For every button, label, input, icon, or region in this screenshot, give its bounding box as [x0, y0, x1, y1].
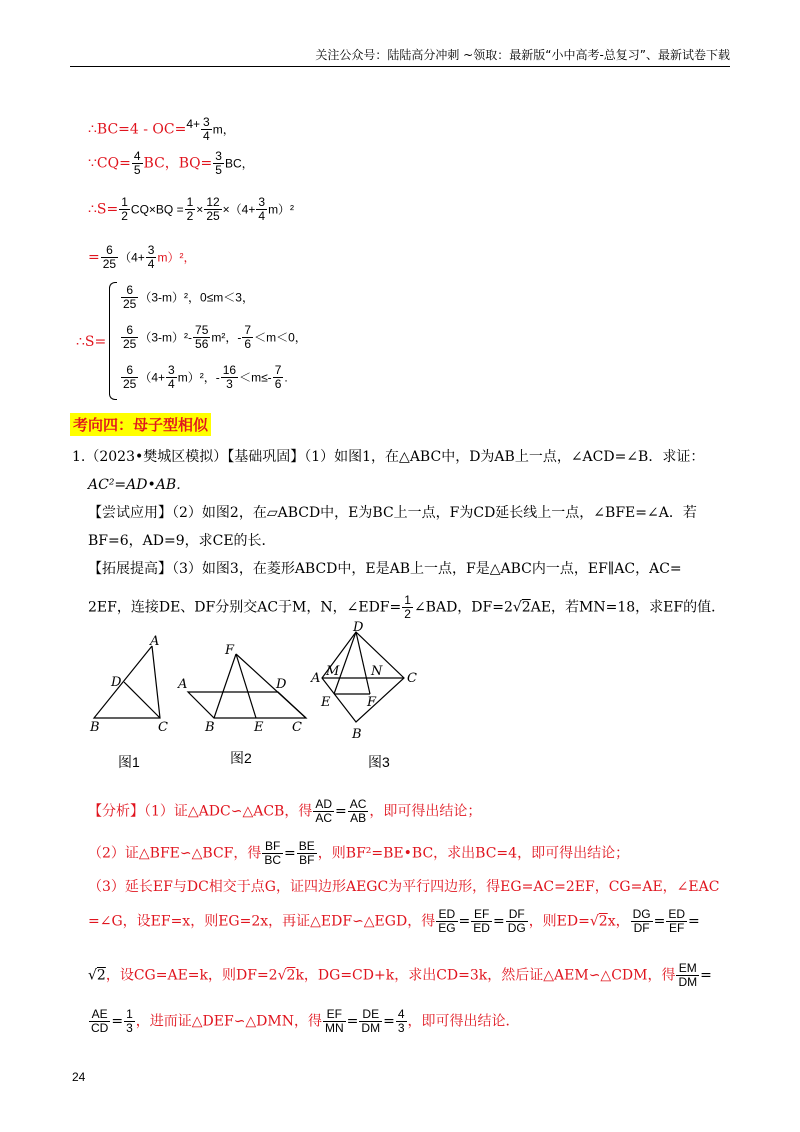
den: ED — [473, 921, 490, 935]
den: AB — [350, 811, 367, 825]
den: 2 — [404, 607, 411, 621]
p6-text-a: 2EF，连接DE、DF分别交AC于M，N，∠EDF= — [88, 599, 402, 616]
l4-frac1 — [101, 244, 118, 271]
num: 3 — [215, 149, 222, 163]
piece-2 — [120, 324, 307, 351]
num: 1 — [121, 195, 128, 209]
p3-frac — [121, 364, 138, 391]
piece-3 — [120, 364, 288, 391]
fig2-label-f: F — [225, 643, 235, 658]
section-tag: 考向四：母子型相似 — [70, 413, 211, 436]
p1-frac — [121, 284, 138, 311]
num: AE — [89, 1008, 110, 1022]
fig1-label-a: A — [150, 634, 160, 649]
l3-paren: ×（4+ — [222, 202, 256, 217]
l2-text: ∵CQ= — [88, 155, 131, 172]
l2-end: BC， — [224, 156, 254, 171]
sqrt-symbol: √ — [589, 913, 599, 930]
p2-text3: ＜m＜0， — [254, 330, 307, 345]
a4-eq3: = — [653, 913, 666, 930]
den: 3 — [226, 377, 233, 391]
fig3-label-c: C — [407, 671, 417, 686]
problem-line-5: 【拓展提高】（3）如图3，在菱形ABCD中，E是AB上一点，F是△ABC内一点，EF∥AC，AC= — [88, 561, 682, 577]
num: BF — [262, 840, 283, 854]
a4-eq2: = — [492, 913, 505, 930]
den: EG — [438, 921, 456, 935]
num: 6 — [121, 284, 138, 298]
l2-frac1 — [132, 150, 143, 177]
problem-line-1: 1.（2023•樊城区模拟）【基础巩固】（1）如图1，在△ABC中，D为AB上一点，∠ACD=∠B．求证： — [72, 449, 705, 465]
num: ED — [436, 908, 457, 922]
p3-frac2 — [166, 364, 177, 391]
num: 6 — [121, 324, 138, 338]
a1-text: 【分析】（1）证△ADC∽△ACB，得 — [88, 803, 313, 820]
den: CD — [91, 1021, 109, 1035]
a6-eq3: = — [383, 1013, 395, 1030]
p3-frac3 — [221, 364, 238, 391]
fig3-label-b: B — [352, 727, 362, 742]
num: 3 — [258, 195, 266, 209]
a4-radicand: 2 — [598, 913, 608, 930]
den: 6 — [274, 377, 282, 391]
den: DG — [507, 921, 526, 935]
l3-frac2 — [185, 196, 196, 223]
den: MN — [325, 1021, 344, 1035]
a1-eq: = — [335, 803, 347, 820]
num: 4 — [397, 1007, 405, 1021]
num: 3 — [168, 363, 175, 377]
a1-frac1 — [313, 798, 334, 825]
p2-frac — [121, 324, 138, 351]
analysis-line-4 — [88, 908, 700, 935]
figure-3 — [310, 618, 440, 744]
l4-eq: = — [88, 249, 100, 266]
a1-end: ，即可得出结论； — [369, 803, 482, 820]
solution-line-3 — [88, 196, 294, 223]
fig3-caption: 图3 — [368, 754, 390, 770]
num: BE — [298, 839, 315, 853]
fig3-label-a: A — [311, 671, 321, 686]
den: 2 — [186, 209, 194, 223]
num: 12 — [206, 195, 220, 209]
fig2-parallelogram — [188, 692, 306, 718]
l4-frac2 — [146, 244, 157, 271]
l4-end: m）²， — [157, 250, 196, 265]
num: DF — [506, 908, 528, 922]
den: 2 — [121, 209, 128, 223]
num: 16 — [222, 363, 237, 377]
a2-end: ，则BF²=BE•BC，求出BC=4，即可得出结论； — [317, 845, 630, 862]
a6-end: ，即可得出结论． — [407, 1013, 520, 1030]
num: EF — [471, 908, 492, 922]
fig2-label-a: A — [178, 677, 188, 692]
solution-line-4 — [88, 244, 195, 271]
num: EM — [676, 962, 699, 976]
fig3-label-n: N — [371, 664, 383, 679]
analysis-line-3: （3）延长EF与DC相交于点G，证四边形AEGC为平行四边形，得EG=AC=2EF，CG=AE，∠EAC — [88, 879, 720, 895]
l1-m: m， — [212, 122, 235, 137]
num: EF — [323, 1008, 346, 1022]
p6-text-b: ∠BAD，DF=2 — [413, 599, 513, 616]
p2-text2: m²，- — [211, 330, 242, 345]
den: 4 — [168, 377, 175, 391]
num: 3 — [147, 243, 155, 257]
page-number: 24 — [72, 1070, 86, 1084]
a2-text: （2）证△BFE∽△BCF，得 — [88, 845, 262, 862]
fig2-caption: 图2 — [230, 750, 252, 766]
fig1-label-b: B — [90, 720, 100, 735]
den: AC — [315, 811, 332, 825]
a4-eq1: = — [458, 913, 471, 930]
a6-frac1 — [89, 1008, 110, 1035]
l1-four: 4+ — [186, 116, 201, 131]
l3-text: ∴S= — [88, 201, 119, 218]
a6-frac3 — [323, 1008, 346, 1035]
analysis-line-6 — [88, 1008, 520, 1035]
fig3-segment-df — [356, 632, 370, 694]
den: 3 — [126, 1021, 133, 1035]
den: BC — [264, 853, 282, 867]
num: DE — [359, 1008, 382, 1022]
den: 25 — [102, 257, 117, 271]
p6-text-c: AE，若MN=18，求EF的值． — [530, 599, 726, 616]
p3-text3: ＜m≤- — [239, 370, 272, 385]
fig2-label-e: E — [254, 720, 264, 735]
a5-eq: = — [700, 967, 712, 984]
sqrt-symbol: √ — [277, 967, 287, 984]
p3-text4: . — [284, 370, 288, 385]
sqrt-symbol: √ — [88, 967, 97, 984]
problem-line-2: AC²=AD•AB． — [88, 477, 191, 493]
num: 6 — [101, 244, 118, 258]
den: 25 — [206, 209, 220, 223]
fig2-label-b: B — [205, 720, 215, 735]
den: 56 — [195, 337, 209, 351]
a6-frac5 — [396, 1008, 407, 1035]
piece-1 — [120, 284, 254, 311]
a4-x: x， — [607, 913, 630, 930]
figure-2 — [177, 643, 306, 735]
den: 4 — [203, 129, 210, 143]
figure-1 — [89, 634, 168, 735]
p3-text1: （4+ — [139, 370, 166, 385]
num: 6 — [121, 364, 138, 378]
a6-frac4 — [359, 1008, 382, 1035]
p3-text2: m）²，- — [177, 370, 220, 385]
num: ED — [668, 907, 686, 921]
l3-frac4 — [256, 196, 267, 223]
l3-mid: CQ×BQ = — [130, 202, 184, 217]
p6-radicand: 2 — [521, 599, 531, 616]
a6-frac2 — [124, 1008, 135, 1035]
l3-end: m）² — [268, 202, 295, 217]
solution-line-2 — [88, 150, 254, 177]
p2-text1: （3-m）²- — [139, 330, 193, 345]
a5-frac — [676, 962, 699, 989]
fig1-label-d: D — [111, 675, 122, 690]
den: DF — [633, 921, 650, 935]
a4-frac2 — [471, 908, 492, 935]
l4-paren: （4+ — [119, 250, 145, 265]
den: 3 — [397, 1021, 405, 1035]
a4-text: =∠G，设EF=x，则EG=2x，再证△EDF∽△EGD，得 — [88, 913, 436, 930]
l3-frac1 — [119, 196, 130, 223]
problem-line-3: 【尝试应用】（2）如图2，在▱ABCD中，E为BC上一点，F为CD延长线上一点，∠BFE=∠A．若 — [88, 505, 697, 521]
den: 25 — [123, 377, 137, 391]
l1-text: ∴BC=4 - OC= — [88, 121, 187, 138]
a5-text-b: k，DG=CD+k，求出CD=3k，然后证△AEM∽△CDM，得 — [295, 967, 676, 984]
p2-frac3 — [242, 324, 253, 351]
num: AD — [315, 797, 332, 811]
den: 25 — [123, 297, 137, 311]
fig1-caption: 图1 — [118, 754, 140, 770]
l2-frac2 — [213, 150, 224, 177]
piecewise-label: ∴S= — [76, 334, 107, 350]
fig2-label-c: C — [292, 720, 302, 735]
den: DM — [678, 975, 698, 989]
fig1-segment-dc — [124, 682, 160, 718]
analysis-line-2 — [88, 840, 629, 867]
fig1-triangle — [94, 646, 160, 718]
num: 1 — [186, 195, 194, 209]
a2-frac1 — [262, 840, 283, 867]
a5-text-a: ，设CG=AE=k，则DF=2 — [105, 967, 278, 984]
fig3-label-d: D — [353, 620, 364, 635]
num: 75 — [195, 323, 209, 337]
den: EF — [669, 921, 685, 935]
num: DG — [632, 907, 651, 921]
piecewise-brace — [109, 282, 117, 400]
fig2-segment-fb — [214, 654, 236, 718]
fig3-label-m: M — [326, 664, 340, 679]
den: 25 — [123, 337, 137, 351]
a1-frac2 — [348, 798, 369, 825]
p1-text: （3-m）²，0≤m＜3， — [139, 290, 254, 305]
fig2-label-d: D — [276, 677, 287, 692]
fig1-label-c: C — [158, 720, 168, 735]
fig3-segment-de — [334, 632, 356, 694]
a6-eq2: = — [346, 1013, 359, 1030]
header-text: 关注公众号：陆陆高分冲刺 ~领取：最新版“小中高考-总复习”、最新试卷下载 — [315, 48, 730, 62]
den: BF — [299, 853, 315, 867]
l1-fraction — [201, 116, 212, 143]
a4-frac5 — [666, 908, 687, 935]
num: 3 — [203, 115, 210, 129]
analysis-line-1 — [88, 798, 481, 825]
a4-mid: ，则ED= — [528, 913, 590, 930]
a6-text-a: ，进而证△DEF∽△DMN，得 — [135, 1013, 322, 1030]
fig3-label-f: F — [367, 695, 377, 710]
num: 1 — [126, 1007, 133, 1021]
p2-frac2 — [193, 324, 210, 351]
analysis-line-5 — [88, 962, 712, 989]
p3-frac4 — [273, 364, 284, 391]
l2-mid: BC，BQ= — [143, 155, 213, 172]
a4-eq4: = — [688, 913, 700, 930]
num: 7 — [274, 363, 282, 377]
a4-frac3 — [506, 908, 528, 935]
num: 1 — [404, 593, 411, 607]
sqrt-symbol: √ — [512, 599, 522, 616]
den: 6 — [244, 337, 252, 351]
problem-line-4: BF=6，AD=9，求CE的长． — [88, 533, 276, 549]
l3-frac3 — [204, 196, 221, 223]
den: DM — [361, 1021, 381, 1035]
l3-times: × — [196, 202, 204, 217]
den: 4 — [147, 257, 155, 271]
a6-eq1: = — [111, 1013, 124, 1030]
a5-radicand: 2 — [96, 967, 106, 984]
num: AC — [349, 797, 367, 811]
den: 4 — [258, 209, 266, 223]
solution-line-1 — [88, 116, 235, 143]
den: 5 — [215, 163, 222, 177]
den: 5 — [133, 163, 141, 177]
a2-eq: = — [284, 845, 296, 862]
a4-frac1 — [436, 908, 457, 935]
num: 4 — [133, 149, 141, 163]
num: 7 — [244, 323, 252, 337]
fig3-label-e: E — [321, 695, 331, 710]
problem-line-6 — [88, 594, 725, 621]
page-header — [70, 46, 730, 67]
a2-frac2 — [297, 840, 317, 867]
a5-radicand-2: 2 — [286, 967, 296, 984]
a4-frac4 — [631, 908, 653, 935]
p6-frac — [402, 594, 413, 621]
